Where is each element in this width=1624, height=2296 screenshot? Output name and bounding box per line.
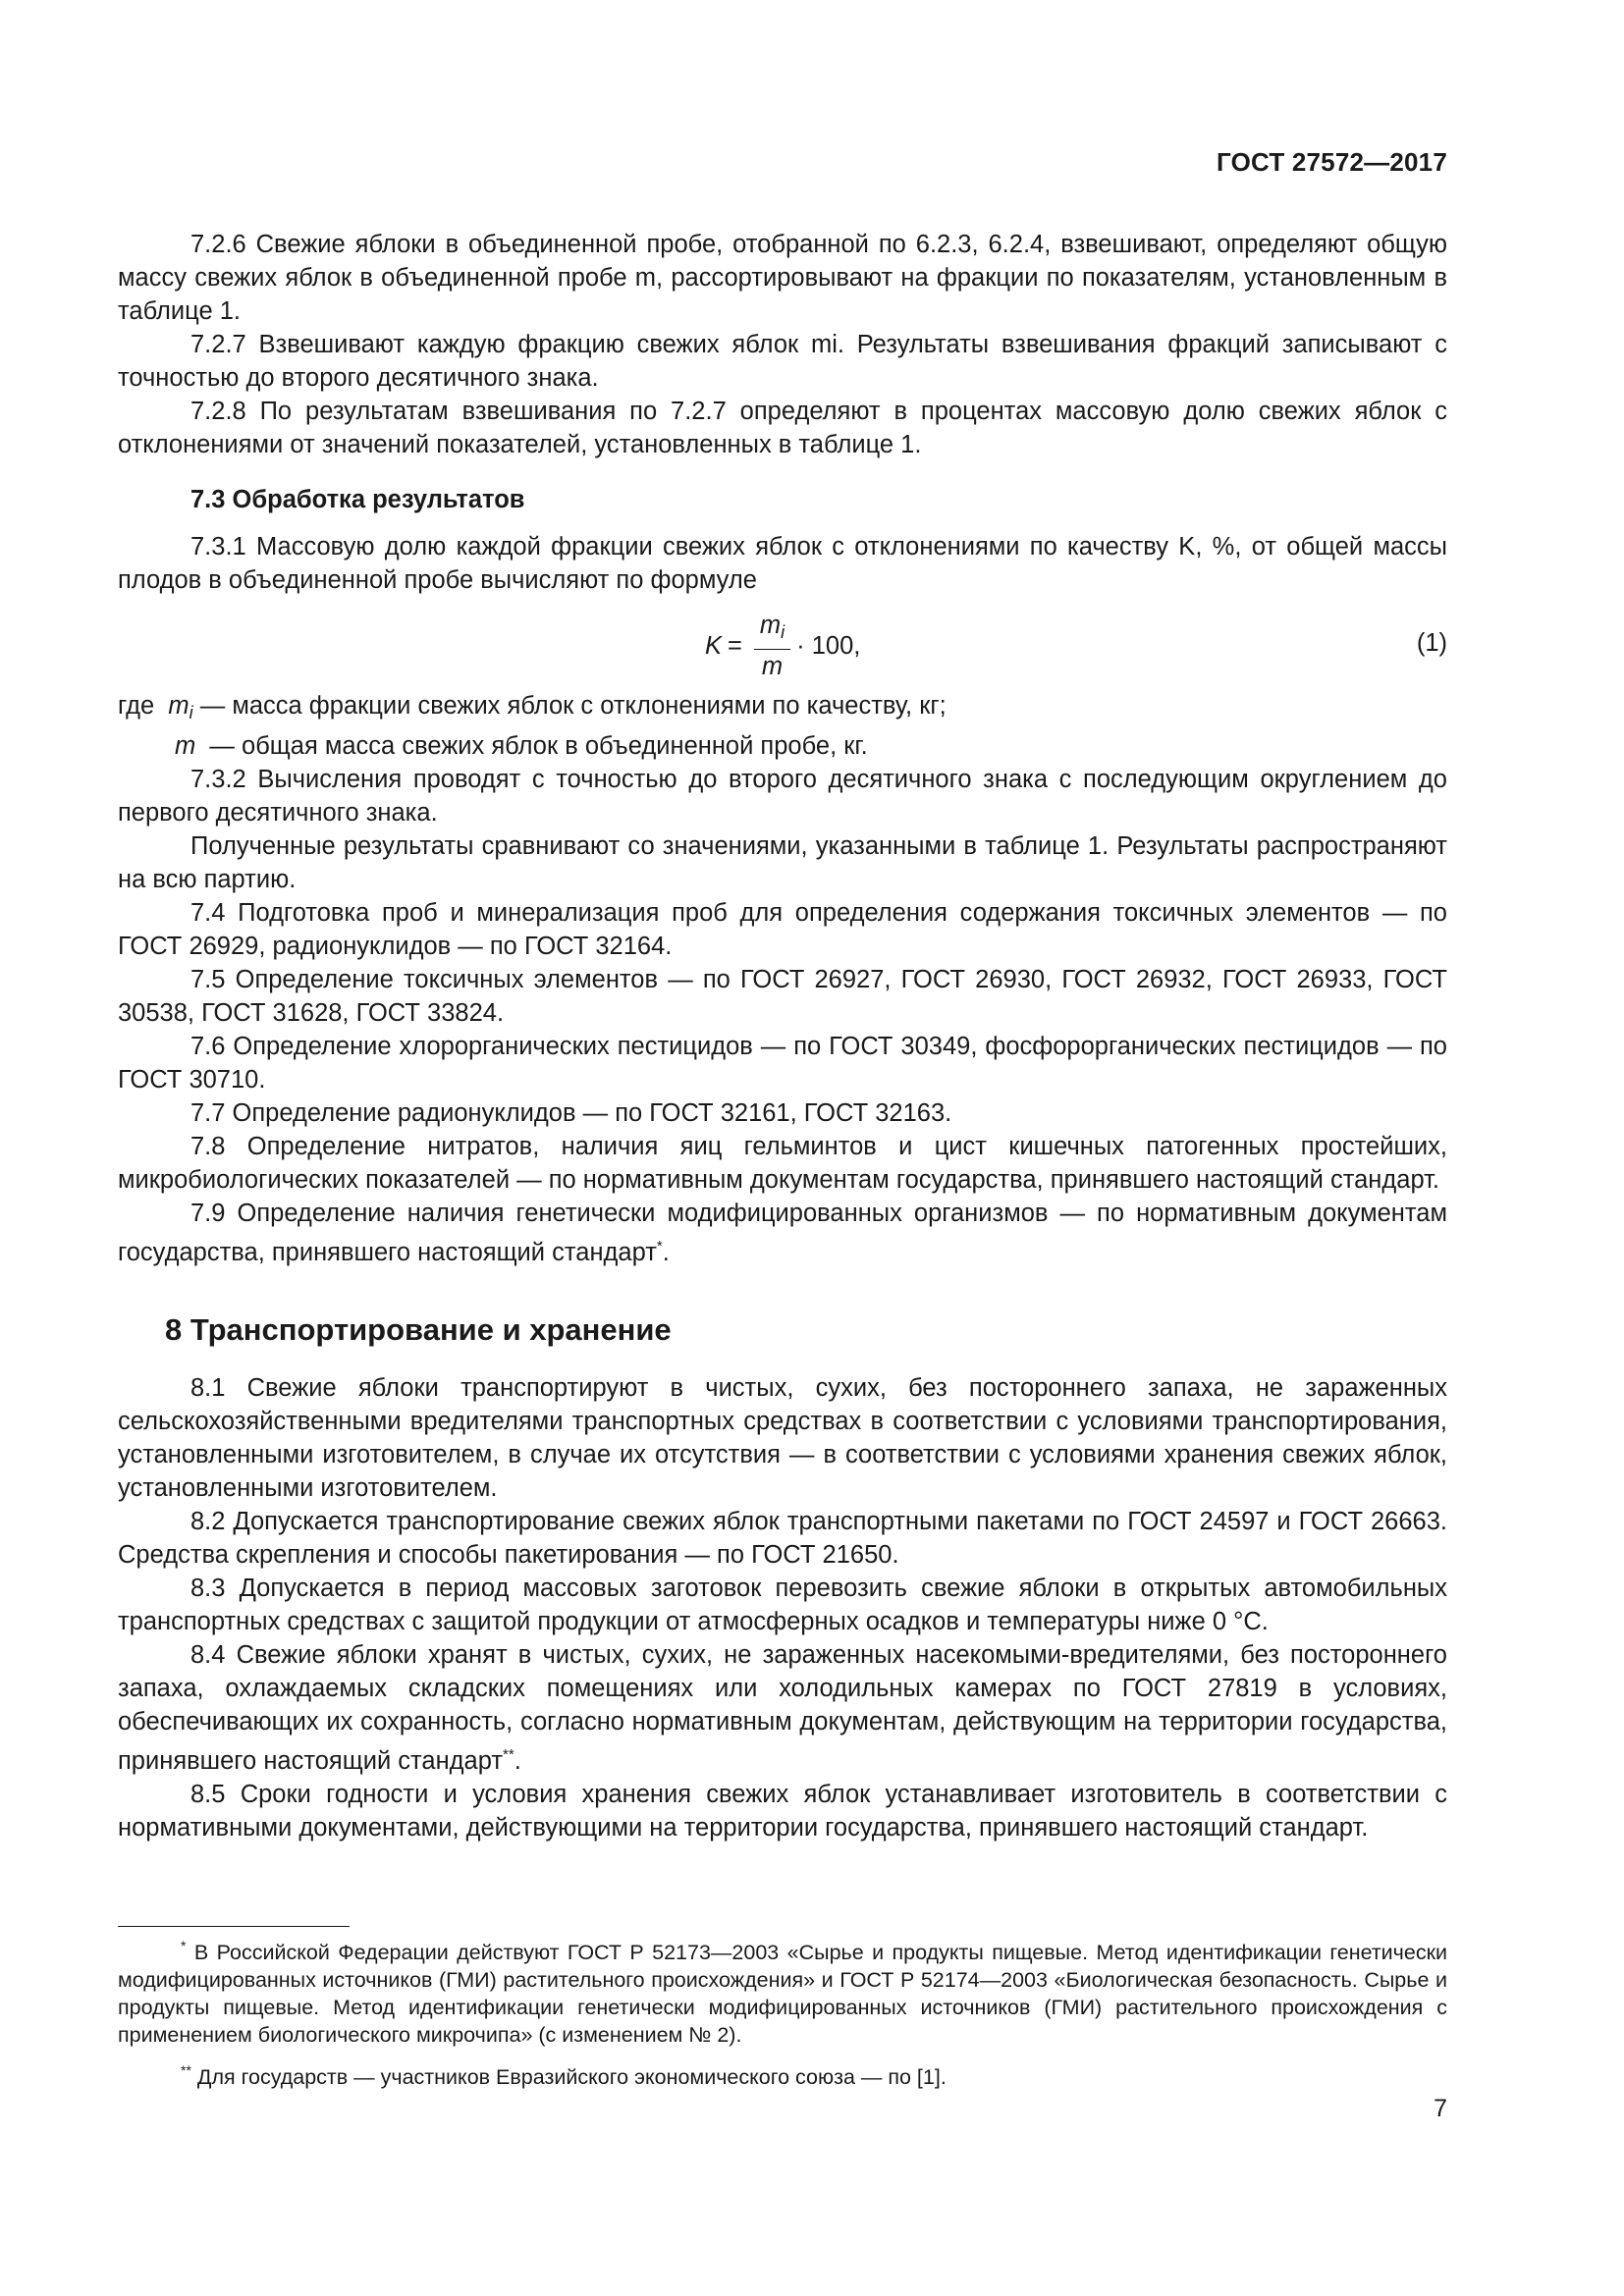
formula-block bbox=[118, 607, 1447, 685]
paragraph-7-9 bbox=[118, 1197, 1447, 1269]
paragraph-7-9-end: . bbox=[662, 1239, 670, 1266]
page-number: 7 bbox=[1434, 2095, 1447, 2122]
paragraph-7-7: 7.7 Определение радионуклидов — по ГОСТ 32161, ГОСТ 32163. bbox=[190, 1099, 952, 1127]
formula-denominator: m bbox=[761, 653, 784, 680]
where-text-m: — общая масса свежих яблок в объединенной пробе, кг. bbox=[209, 732, 868, 760]
subsection-heading-7-3: 7.3 Обработка результатов bbox=[190, 486, 525, 513]
paragraph-8-4-text: 8.4 Свежие яблоки хранят в чистых, сухих, не зараженных насекомыми-вредителями, без постороннего запаха, охлаждаемых складских помещениях или холодильных камерах по ГОСТ 27819 в условиях, обеспечивающих их сохранность, согласно нормативным документам, действующим на территории государства, принявшего настоящий стандарт bbox=[118, 1641, 1447, 1775]
formula-number: (1) bbox=[1416, 629, 1447, 657]
paragraph-7-2-6: 7.2.6 Свежие яблоки в объединенной пробе, отобранной по 6.2.3, 6.2.4, взвешивают, определяют общую массу свежих яблок в объединенной пробе m, рассортировывают на фракции по показателям, установленным в таблице 1. bbox=[118, 231, 1447, 325]
footnote-ref-1: * bbox=[656, 1238, 663, 1255]
where-line-2 bbox=[118, 729, 1447, 763]
page-content bbox=[118, 228, 1447, 1844]
paragraph-7-5: 7.5 Определение токсичных элементов — по ГОСТ 26927, ГОСТ 26930, ГОСТ 26932, ГОСТ 26933, ГОСТ 30538, ГОСТ 31628, ГОСТ 33824. bbox=[118, 966, 1447, 1027]
paragraph-7-3-2: 7.3.2 Вычисления проводят с точностью до второго десятичного знака с последующим округлением до первого десятичного знака. bbox=[118, 766, 1447, 827]
document-number-header: ГОСТ 27572—2017 bbox=[1217, 147, 1447, 177]
where-var-mi: m bbox=[168, 692, 189, 720]
footnote-2 bbox=[118, 2056, 1447, 2091]
footnote-2-mark: ** bbox=[181, 2062, 191, 2078]
paragraph-7-6: 7.6 Определение хлорорганических пестицидов — по ГОСТ 30349, фосфорорганических пестицидов — по ГОСТ 30710. bbox=[118, 1033, 1447, 1094]
formula bbox=[705, 607, 860, 685]
formula-numerator bbox=[754, 611, 790, 650]
footnote-1-mark: * bbox=[181, 1938, 187, 1953]
paragraph-7-3-1: 7.3.1 Массовую долю каждой фракции свежих яблок с отклонениями по качеству K, %, от общей массы плодов в объединенной пробе вычисляют по формуле bbox=[118, 533, 1447, 594]
paragraph-results: Полученные результаты сравнивают со значениями, указанными в таблице 1. Результаты распространяют на всю партию. bbox=[118, 832, 1447, 893]
formula-numerator-var: m bbox=[759, 612, 782, 639]
where-var-mi-sub: i bbox=[189, 703, 193, 722]
footnote-1 bbox=[118, 1932, 1447, 2049]
formula-tail: · 100, bbox=[796, 631, 861, 660]
paragraph-7-2-8: 7.2.8 По результатам взвешивания по 7.2.7 определяют в процентах массовую долю свежих яблок с отклонениями от значений показателей, установленных в таблице 1. bbox=[118, 398, 1447, 458]
section-heading-8: 8 Транспортирование и хранение bbox=[165, 1312, 672, 1347]
formula-fraction bbox=[754, 611, 790, 681]
paragraph-8-2: 8.2 Допускается транспортирование свежих яблок транспортными пакетами по ГОСТ 24597 и ГОСТ 26663. Средства скрепления и способы пакетирования — по ГОСТ 21650. bbox=[118, 1508, 1447, 1569]
formula-lhs: K bbox=[705, 631, 723, 660]
paragraph-8-1: 8.1 Свежие яблоки транспортируют в чистых, сухих, без постороннего запаха, не зараженных сельскохозяйственными вредителями транспортных средствах в соответствии с условиями транспортирования, установленными изготовителем, в случае их отсутствия — в соответствии с условиями хранения свежих яблок, установленными изготовителем. bbox=[118, 1374, 1447, 1502]
formula-numerator-sub: i bbox=[781, 622, 785, 642]
where-line-1 bbox=[118, 689, 1447, 729]
paragraph-8-4-end: . bbox=[514, 1747, 521, 1775]
where-prefix: где bbox=[118, 692, 155, 720]
where-text-mi: — масса фракции свежих яблок с отклонениями по качеству, кг; bbox=[199, 692, 947, 720]
paragraph-8-3: 8.3 Допускается в период массовых заготовок перевозить свежие яблоки в открытых автомобильных транспортных средствах с защитой продукции от атмосферных осадков и температуры ниже 0 °С. bbox=[118, 1575, 1447, 1635]
footnote-2-text: Для государств — участников Евразийского экономического союза — по [1]. bbox=[196, 2065, 947, 2089]
footnote-ref-2: ** bbox=[503, 1746, 514, 1763]
footnotes bbox=[118, 1932, 1447, 2099]
paragraph-7-9-text: 7.9 Определение наличия генетически модифицированных организмов — по нормативным документам государства, принявшего настоящий стандарт bbox=[118, 1200, 1447, 1266]
paragraph-7-2-7: 7.2.7 Взвешивают каждую фракцию свежих яблок mi. Результаты взвешивания фракций записывают с точностью до второго десятичного знака. bbox=[118, 331, 1447, 392]
formula-equals: = bbox=[728, 631, 742, 660]
paragraph-7-8: 7.8 Определение нитратов, наличия яиц гельминтов и цист кишечных патогенных простейших, микробиологических показателей — по нормативным документам государства, принявшего настоящий стандарт. bbox=[118, 1133, 1447, 1194]
where-var-m: m bbox=[175, 732, 196, 760]
footnote-separator bbox=[118, 1926, 350, 1927]
paragraph-8-4 bbox=[118, 1638, 1447, 1778]
footnote-1-text: В Российской Федерации действуют ГОСТ Р 52173—2003 «Сырье и продукты пищевые. Метод идентификации генетически модифицированных источников (ГМИ) растительного происхождения» и ГОСТ Р 52174—2003 «Биологическая безопасность. Сырье и продукты пищевые. Метод идентификации генетически модифицированных источников (ГМИ) растительного происхождения с применением биологического микрочипа» (с изменением № 2). bbox=[118, 1941, 1448, 2047]
paragraph-7-4: 7.4 Подготовка проб и минерализация проб для определения содержания токсичных элементов — по ГОСТ 26929, радионуклидов — по ГОСТ 32164. bbox=[118, 899, 1447, 960]
paragraph-8-5: 8.5 Сроки годности и условия хранения свежих яблок устанавливает изготовитель в соответствии с нормативными документами, действующими на территории государства, принявшего настоящий стандарт. bbox=[118, 1781, 1447, 1842]
